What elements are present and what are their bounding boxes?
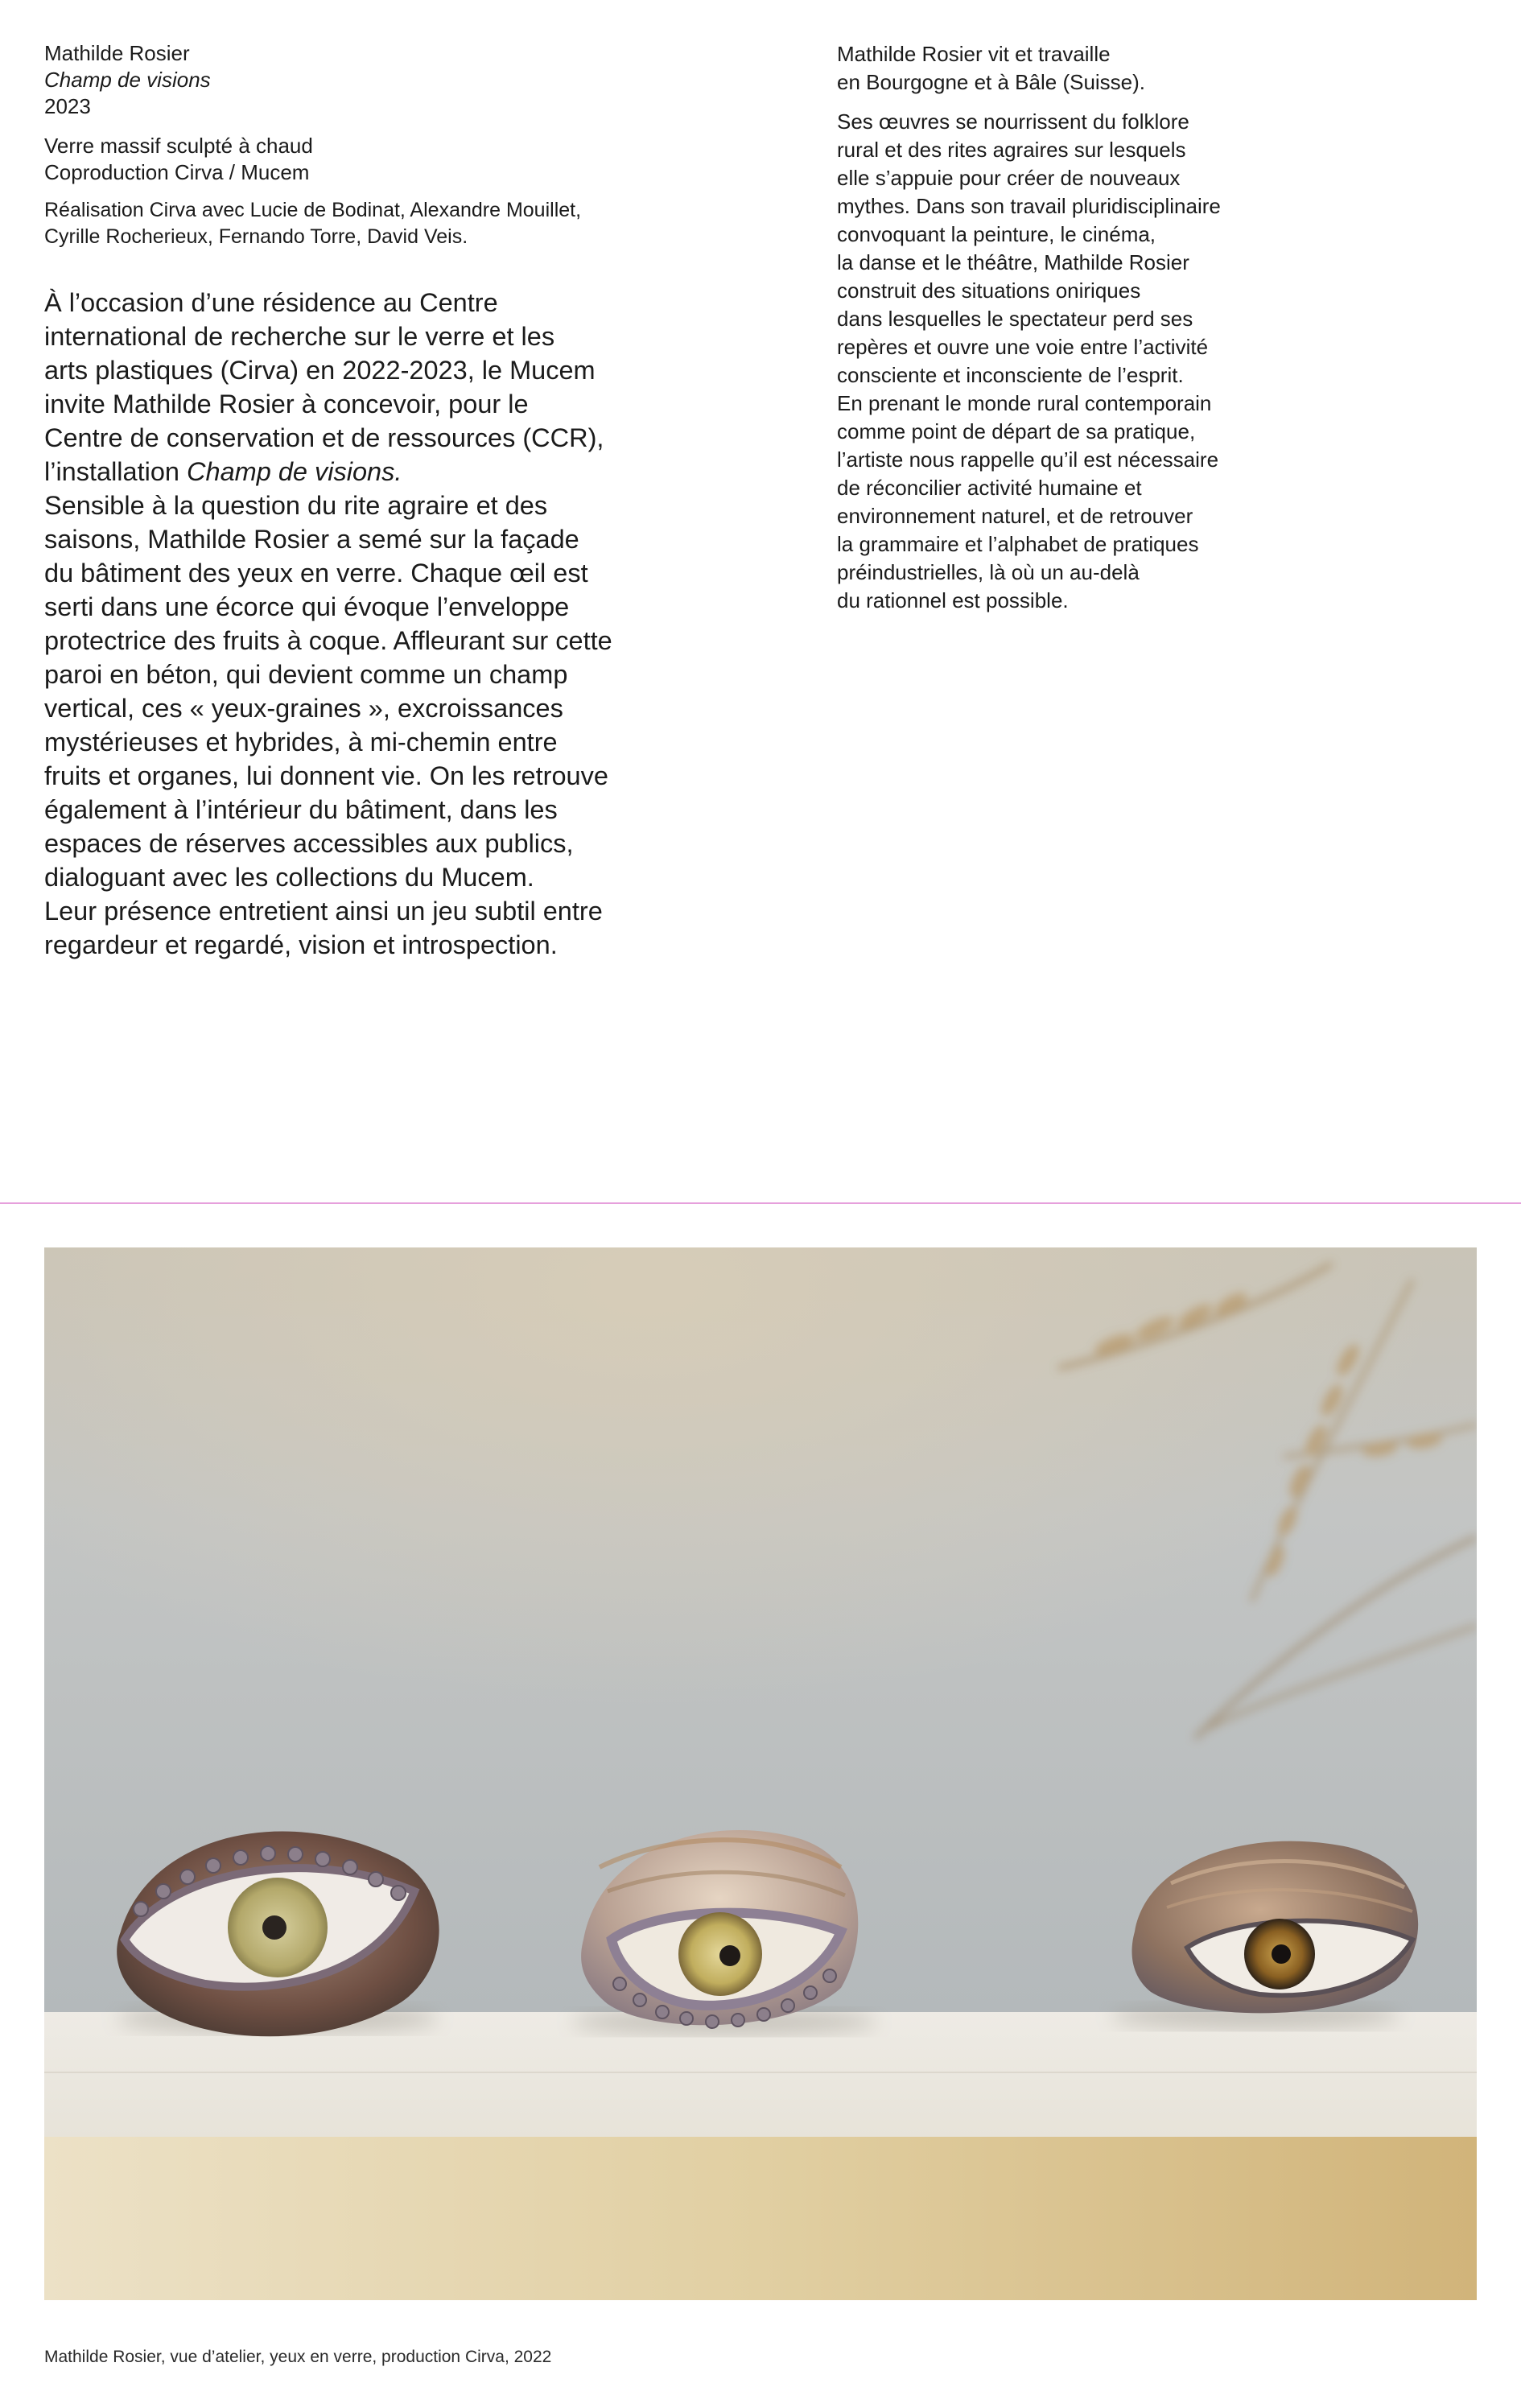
main-text [44, 286, 704, 962]
realisation-line-1: Réalisation Cirva avec Lucie de Bodinat, Alexandre Mouillet, [44, 199, 582, 221]
realisation-line-2: Cyrille Rocherieux, Fernando Torre, David Veis. [44, 225, 468, 248]
bio-line: repères et ouvre une voie entre l’activité [837, 335, 1209, 359]
main-line: du bâtiment des yeux en verre. Chaque œil est [44, 559, 588, 588]
bio-line: comme point de départ de sa pratique, [837, 419, 1196, 443]
bio-line: préindustrielles, là où un au-delà [837, 560, 1140, 584]
bio-line: dans lesquelles le spectateur perd ses [837, 307, 1193, 331]
material-block [44, 133, 704, 186]
main-line: serti dans une écorce qui évoque l’enveloppe [44, 592, 570, 621]
artwork-photo [44, 1247, 1477, 2300]
main-line: dialoguant avec les collections du Mucem. [44, 863, 534, 892]
bio-line: convoquant la peinture, le cinéma, [837, 222, 1156, 246]
bio-line: elle s’appuie pour créer de nouveaux [837, 166, 1181, 190]
artwork-title: Champ de visions [44, 68, 211, 92]
bio-line: construit des situations oniriques [837, 278, 1141, 303]
main-line: espaces de réserves accessibles aux publics, [44, 829, 574, 858]
main-line: À l’occasion d’une résidence au Centre [44, 288, 498, 317]
main-line: vertical, ces « yeux-graines », excroissances [44, 694, 563, 723]
main-line: également à l’intérieur du bâtiment, dans les [44, 795, 558, 824]
installation-title: Champ de visions. [187, 457, 402, 486]
main-line: invite Mathilde Rosier à concevoir, pour le [44, 390, 529, 419]
pink-divider [0, 1202, 1521, 1204]
bio-intro-line: Mathilde Rosier vit et travaille [837, 42, 1111, 66]
bio-line: de réconcilier activité humaine et [837, 476, 1142, 500]
bio-line: mythes. Dans son travail pluridisciplinaire [837, 194, 1221, 218]
bio-line: Ses œuvres se nourrissent du folklore [837, 109, 1189, 134]
main-line: international de recherche sur le verre et les [44, 322, 555, 351]
main-line: saisons, Mathilde Rosier a semé sur la façade [44, 525, 579, 554]
installation-prefix: l’installation [44, 457, 188, 486]
shelf-edge [44, 2137, 1477, 2300]
main-line: mystérieuses et hybrides, à mi-chemin entre [44, 728, 558, 757]
main-line: protectrice des fruits à coque. Affleurant sur cette [44, 626, 612, 655]
coproduction: Coproduction Cirva / Mucem [44, 160, 310, 184]
artist-name: Mathilde Rosier [44, 41, 190, 65]
bio-line: En prenant le monde rural contemporain [837, 391, 1212, 415]
right-column [837, 40, 1497, 615]
main-line: Leur présence entretient ainsi un jeu subtil entre [44, 897, 603, 926]
material: Verre massif sculpté à chaud [44, 134, 313, 158]
bio-line: du rationnel est possible. [837, 588, 1069, 612]
bio-line: l’artiste nous rappelle qu’il est nécessaire [837, 447, 1219, 472]
main-line: regardeur et regardé, vision et introspection. [44, 930, 558, 959]
bio-line: consciente et inconsciente de l’esprit. [837, 363, 1184, 387]
realisation-block [44, 197, 704, 250]
main-line: fruits et organes, lui donnent vie. On les retrouve [44, 761, 608, 790]
main-line: Centre de conservation et de ressources (CCR), [44, 423, 604, 452]
main-line: paroi en béton, qui devient comme un champ [44, 660, 568, 689]
bio-text [837, 108, 1497, 615]
bio-line: la danse et le théâtre, Mathilde Rosier [837, 250, 1189, 274]
bio-intro-line: en Bourgogne et à Bâle (Suisse). [837, 70, 1146, 94]
photo-caption: Mathilde Rosier, vue d’atelier, yeux en verre, production Cirva, 2022 [44, 2348, 552, 2366]
artwork-year: 2023 [44, 94, 91, 118]
bio-line: la grammaire et l’alphabet de pratiques [837, 532, 1199, 556]
left-column [44, 40, 704, 962]
main-line: Sensible à la question du rite agraire et des [44, 491, 548, 520]
bio-line: rural et des rites agraires sur lesquels [837, 138, 1186, 162]
bio-line: environnement naturel, et de retrouver [837, 504, 1193, 528]
main-line-installation [44, 455, 704, 489]
main-line: arts plastiques (Cirva) en 2022-2023, le Mucem [44, 356, 596, 385]
